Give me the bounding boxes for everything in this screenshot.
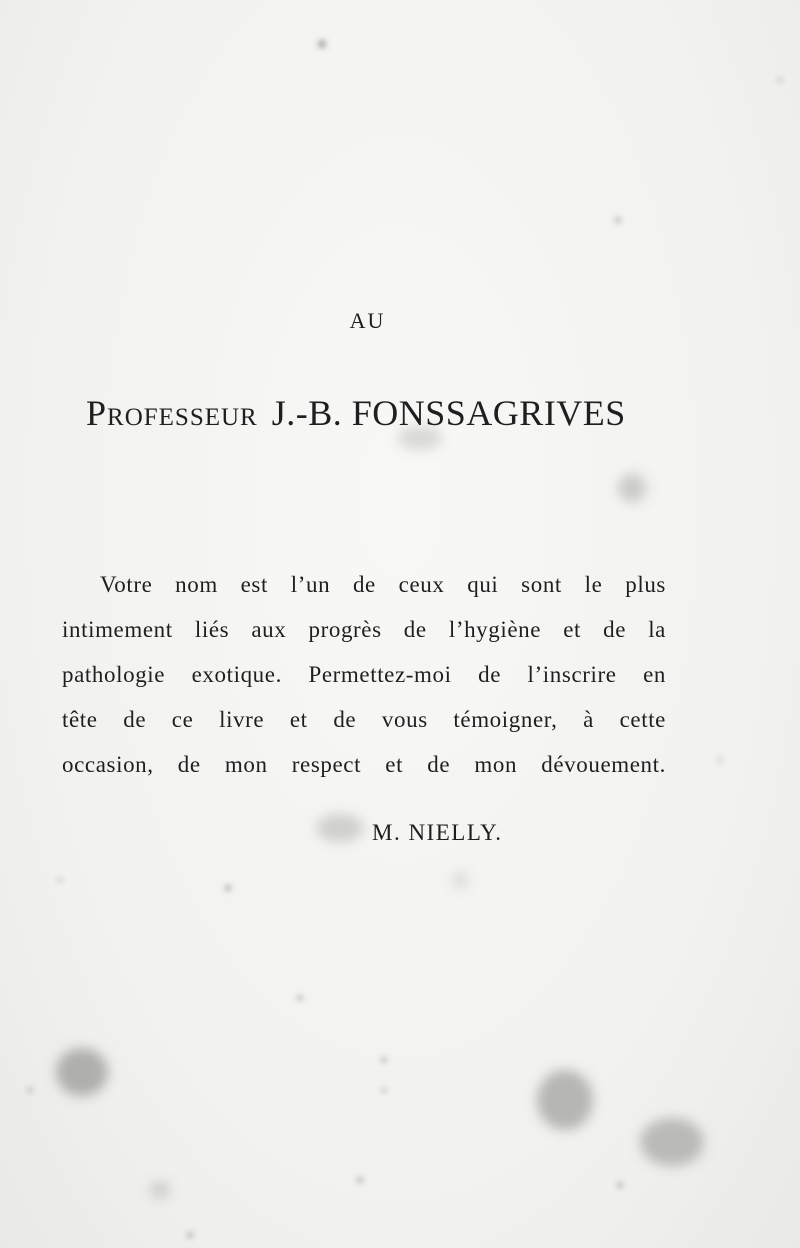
dedicatee-name: J.-B. FONSSAGRIVES [271, 393, 626, 433]
dedicatee-title: Professeur [86, 393, 258, 433]
paragraph-line: pathologie exotique. Permettez-moi de l’inscrire en [62, 662, 666, 687]
paragraph-line: occasion, de mon respect et de mon dévouement. [62, 752, 666, 777]
paragraph-line: tête de ce livre et de vous témoigner, à cette [62, 707, 666, 732]
dedication-heading: AU [349, 308, 386, 333]
dedication-paragraph [62, 562, 666, 787]
signature: M. NIELLY. [372, 820, 503, 845]
paragraph-line: intimement liés aux progrès de l’hygiène et de la [62, 617, 666, 642]
paragraph-line: Votre nom est l’un de ceux qui sont le plus [100, 572, 666, 597]
dedicatee-line [86, 392, 646, 434]
